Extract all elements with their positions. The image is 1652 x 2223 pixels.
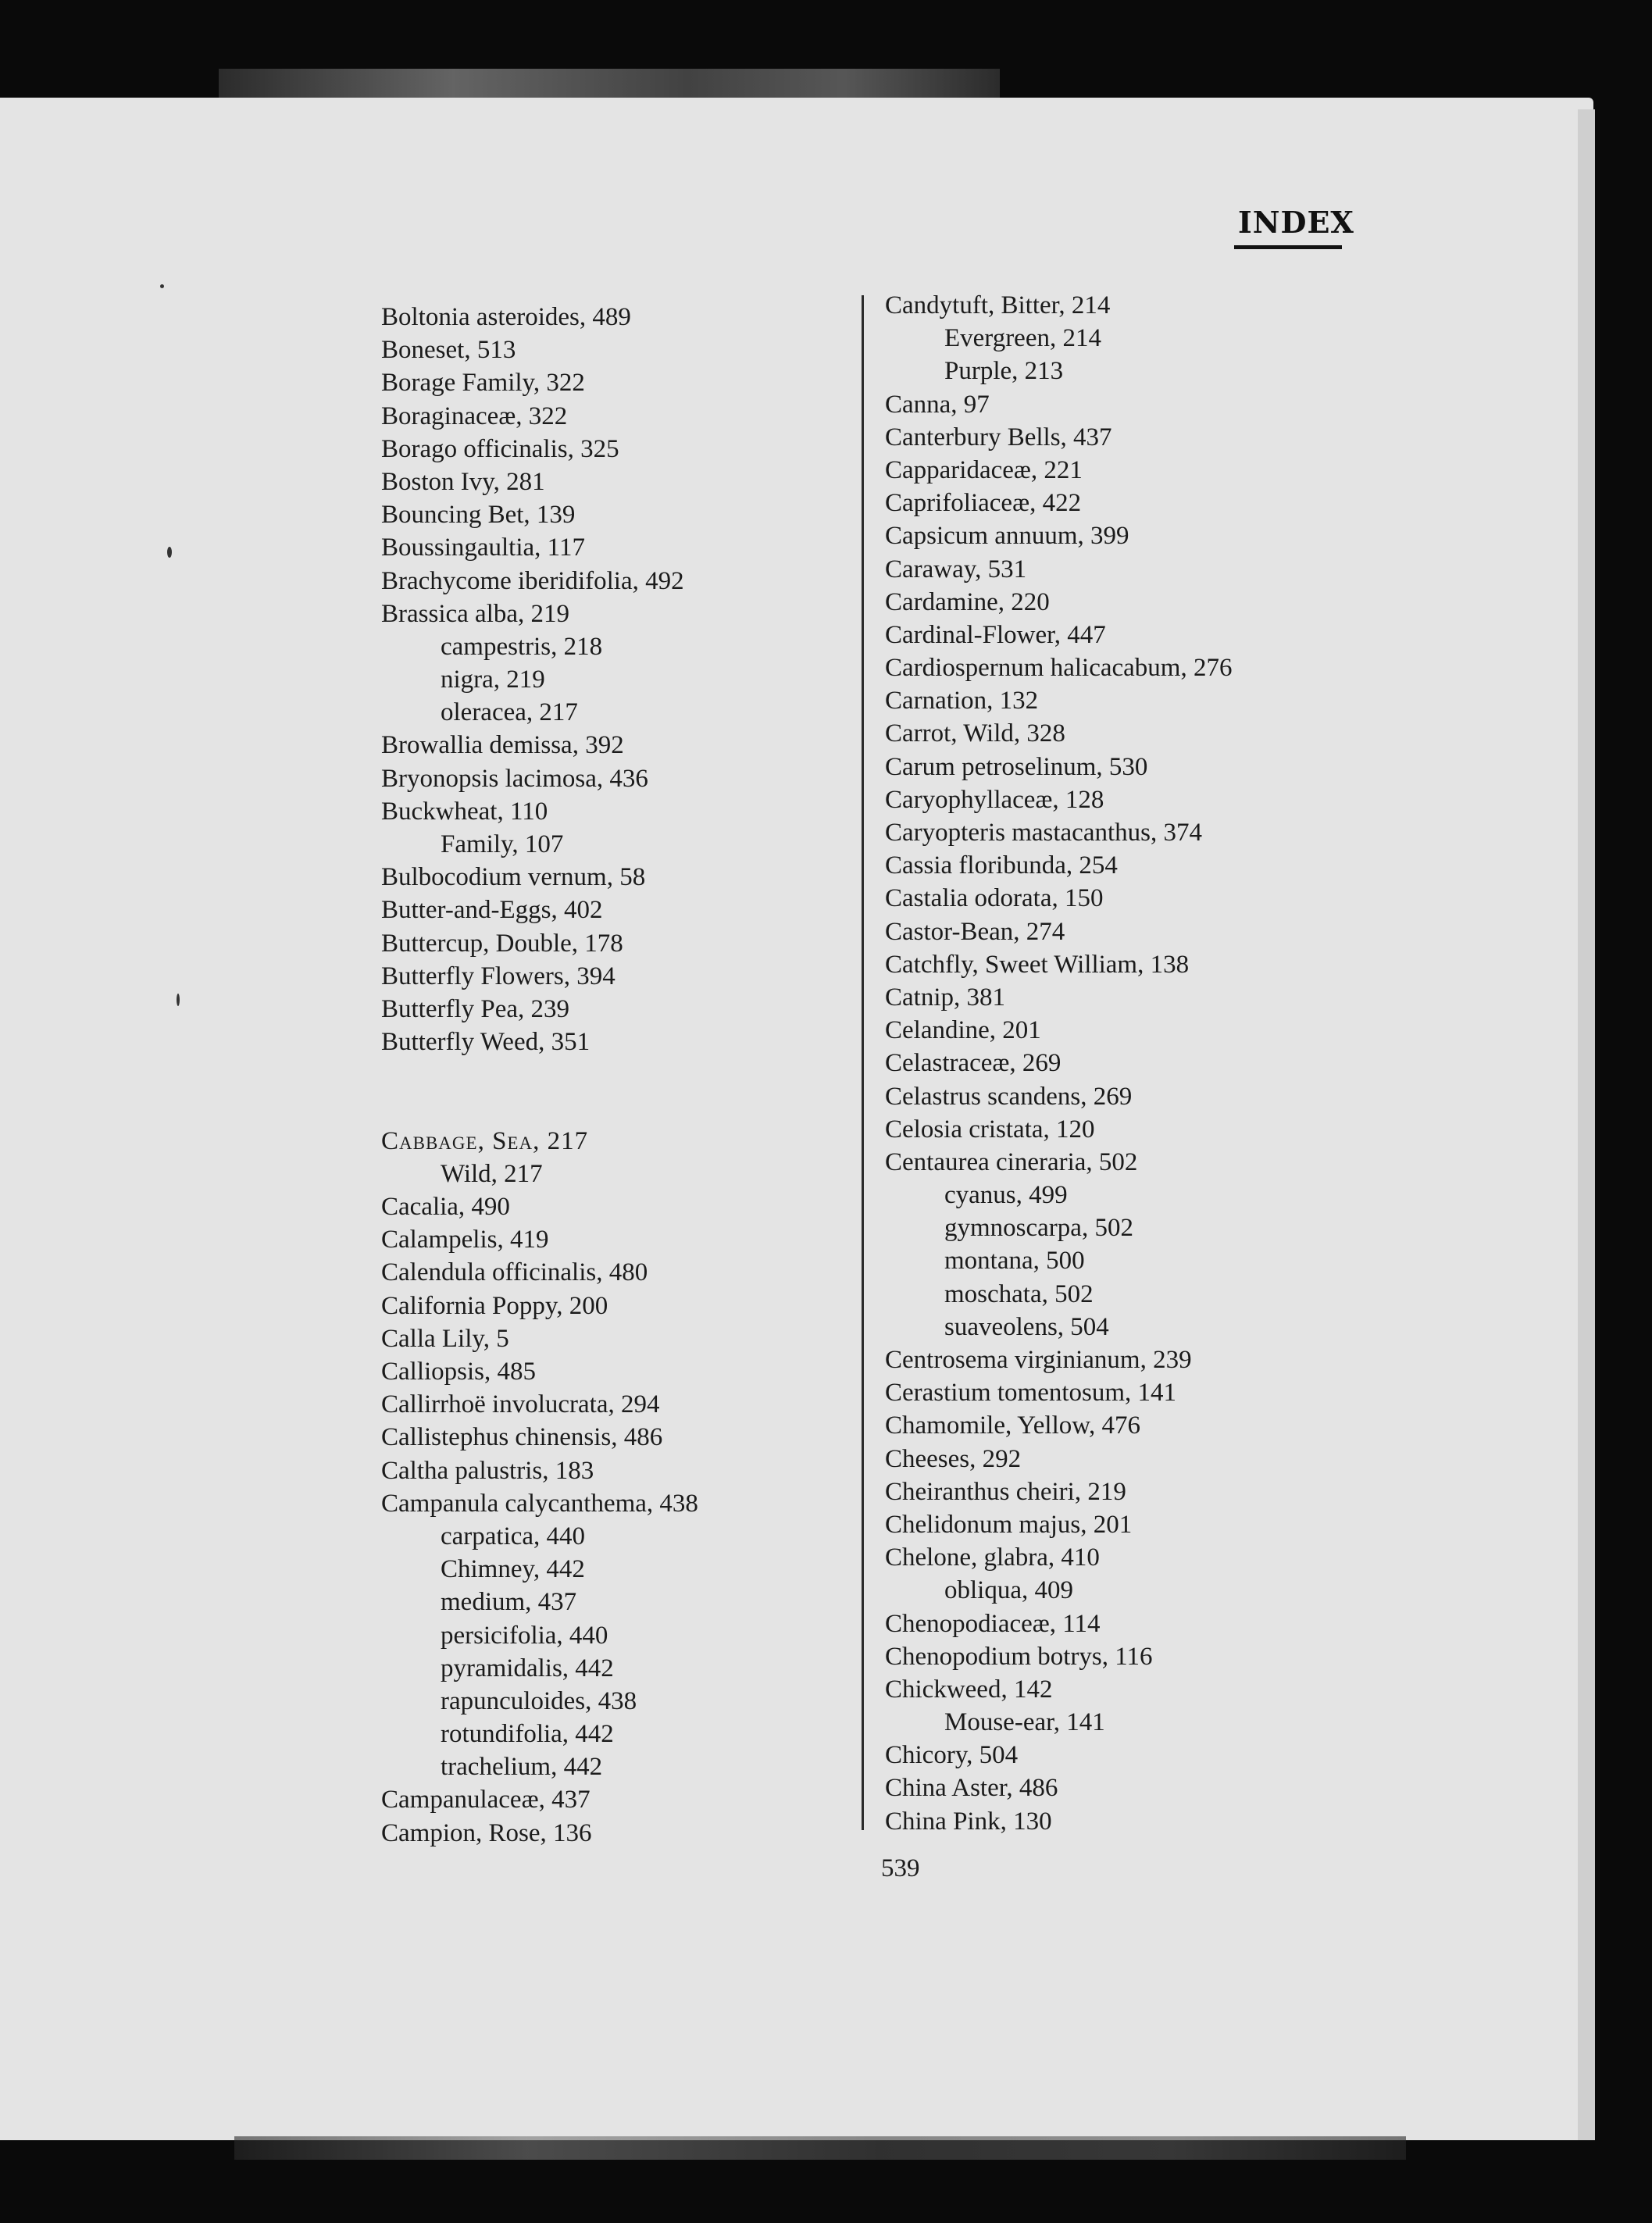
- index-subentry: Wild, 217: [441, 1159, 543, 1188]
- index-entry: Celandine, 201: [885, 1016, 1041, 1045]
- index-column-left: [381, 301, 698, 1850]
- index-entry: Boraginaceæ, 322: [381, 401, 568, 430]
- page-edge: [1578, 109, 1595, 2140]
- index-subentry: oleracea, 217: [441, 698, 578, 727]
- index-entry: Catnip, 381: [885, 983, 1005, 1012]
- index-entry: Brassica alba, 219: [381, 599, 570, 628]
- speck: [167, 547, 172, 558]
- index-subentry: Family, 107: [441, 830, 564, 858]
- index-entry: Celastrus scandens, 269: [885, 1082, 1133, 1111]
- index-entry: China Pink, 130: [885, 1807, 1052, 1836]
- index-entry: Calliopsis, 485: [381, 1358, 537, 1386]
- index-entry: Carum petroselinum, 530: [885, 752, 1148, 781]
- index-entry: Cacalia, 490: [381, 1193, 510, 1222]
- index-subentry: Purple, 213: [944, 357, 1064, 386]
- index-entry: Castor-Bean, 274: [885, 917, 1065, 946]
- page-header-title: INDEX: [1238, 205, 1354, 240]
- index-entry: California Poppy, 200: [381, 1291, 608, 1320]
- index-entry: Caraway, 531: [885, 555, 1027, 583]
- index-entry: Campanula calycanthema, 438: [381, 1489, 698, 1518]
- index-entry: Boneset, 513: [381, 336, 516, 365]
- scanner-top-edge: [219, 69, 1000, 98]
- index-entry: Bulbocodium vernum, 58: [381, 863, 646, 892]
- index-entry: Carnation, 132: [885, 687, 1039, 715]
- index-entry: Catchfly, Sweet William, 138: [885, 950, 1190, 979]
- index-entry: Centaurea cineraria, 502: [885, 1147, 1138, 1176]
- index-entry: Butterfly Pea, 239: [381, 994, 570, 1023]
- index-entry: Campanulaceæ, 437: [381, 1786, 591, 1814]
- index-entry: Castalia odorata, 150: [885, 884, 1104, 913]
- index-entry: Callistephus chinensis, 486: [381, 1423, 663, 1452]
- index-entry: Boston Ivy, 281: [381, 467, 545, 496]
- book-page: [0, 98, 1593, 2140]
- index-entry: Butterfly Weed, 351: [381, 1028, 591, 1057]
- index-entry: Centrosema virginianum, 239: [885, 1346, 1192, 1374]
- index-entry: Caryopteris mastacanthus, 374: [885, 819, 1202, 847]
- index-entry: Capsicum annuum, 399: [885, 522, 1129, 551]
- index-entry: Calla Lily, 5: [381, 1324, 509, 1353]
- index-entry: Callirrhoë involucrata, 294: [381, 1390, 660, 1419]
- index-entry: Bryonopsis lacimosa, 436: [381, 764, 648, 793]
- index-entry: China Aster, 486: [885, 1774, 1058, 1803]
- index-entry: Caryophyllaceæ, 128: [885, 785, 1104, 814]
- index-entry: Cabbage, Sea, 217: [381, 1126, 589, 1155]
- index-entry: Chenopodiaceæ, 114: [885, 1609, 1101, 1638]
- header-underline: [1234, 245, 1342, 249]
- index-entry: Buttercup, Double, 178: [381, 929, 623, 958]
- index-entry: Chickweed, 142: [885, 1675, 1053, 1704]
- index-entry: Buckwheat, 110: [381, 797, 548, 826]
- index-entry: Borage Family, 322: [381, 369, 585, 398]
- index-spacer: [381, 1058, 698, 1091]
- index-subentry: obliqua, 409: [944, 1576, 1073, 1605]
- index-subentry: carpatica, 440: [441, 1522, 586, 1550]
- index-entry: Celastraceæ, 269: [885, 1049, 1061, 1078]
- index-entry: Capparidaceæ, 221: [885, 455, 1083, 484]
- index-subentry: moschata, 502: [944, 1279, 1094, 1308]
- index-entry: Calendula officinalis, 480: [381, 1258, 648, 1287]
- index-entry: Cheeses, 292: [885, 1444, 1022, 1473]
- index-spacer: [381, 1092, 698, 1125]
- index-entry: Chelone, glabra, 410: [885, 1543, 1100, 1572]
- index-entry: Browallia demissa, 392: [381, 731, 624, 760]
- index-entry: Candytuft, Bitter, 214: [885, 291, 1111, 319]
- index-subentry: Mouse-ear, 141: [944, 1708, 1105, 1737]
- index-entry: Carrot, Wild, 328: [885, 719, 1065, 748]
- index-entry: Cardinal-Flower, 447: [885, 620, 1106, 649]
- index-entry: Cassia floribunda, 254: [885, 851, 1118, 880]
- index-subentry: persicifolia, 440: [441, 1621, 608, 1650]
- index-entry: Boussingaultia, 117: [381, 533, 585, 562]
- index-entry: Cardiospernum halicacabum, 276: [885, 654, 1233, 683]
- index-subentry: gymnoscarpa, 502: [944, 1214, 1133, 1243]
- speck: [160, 284, 164, 288]
- index-entry: Canna, 97: [885, 390, 990, 419]
- index-entry: Boltonia asteroides, 489: [381, 303, 631, 331]
- index-subentry: montana, 500: [944, 1247, 1085, 1276]
- index-subentry: medium, 437: [441, 1588, 577, 1617]
- index-entry: Caltha palustris, 183: [381, 1456, 594, 1485]
- index-entry: Butterfly Flowers, 394: [381, 962, 615, 990]
- column-divider: [862, 295, 864, 1830]
- index-subentry: rotundifolia, 442: [441, 1720, 614, 1749]
- index-subentry: campestris, 218: [441, 632, 603, 661]
- index-subentry: rapunculoides, 438: [441, 1686, 637, 1715]
- index-entry: Chicory, 504: [885, 1741, 1019, 1770]
- index-entry: Cardamine, 220: [885, 587, 1050, 616]
- index-entry: Celosia cristata, 120: [885, 1115, 1095, 1144]
- index-subentry: suaveolens, 504: [944, 1312, 1109, 1341]
- index-entry: Borago officinalis, 325: [381, 434, 619, 463]
- index-entry: Chelidonum majus, 201: [885, 1510, 1133, 1539]
- index-column-right: [885, 289, 1232, 1838]
- page-number: 539: [881, 1854, 920, 1882]
- index-subentry: Chimney, 442: [441, 1555, 585, 1584]
- speck: [177, 994, 180, 1006]
- index-subentry: cyanus, 499: [944, 1181, 1068, 1210]
- index-entry: Canterbury Bells, 437: [885, 423, 1112, 451]
- scanner-bottom-edge: [234, 2136, 1406, 2160]
- index-entry: Chamomile, Yellow, 476: [885, 1411, 1140, 1440]
- index-entry: Campion, Rose, 136: [381, 1818, 592, 1847]
- index-entry: Caprifoliaceæ, 422: [885, 489, 1082, 518]
- index-entry: Brachycome iberidifolia, 492: [381, 566, 684, 595]
- index-entry: Butter-and-Eggs, 402: [381, 896, 603, 925]
- index-subentry: trachelium, 442: [441, 1753, 603, 1782]
- index-entry: Chenopodium botrys, 116: [885, 1642, 1153, 1671]
- index-entry: Calampelis, 419: [381, 1226, 549, 1254]
- index-entry: Bouncing Bet, 139: [381, 501, 576, 530]
- index-entry: Cheiranthus cheiri, 219: [885, 1477, 1126, 1506]
- index-entry: Cerastium tomentosum, 141: [885, 1379, 1177, 1408]
- index-subentry: nigra, 219: [441, 665, 545, 694]
- index-subentry: pyramidalis, 442: [441, 1654, 614, 1682]
- index-subentry: Evergreen, 214: [944, 324, 1101, 353]
